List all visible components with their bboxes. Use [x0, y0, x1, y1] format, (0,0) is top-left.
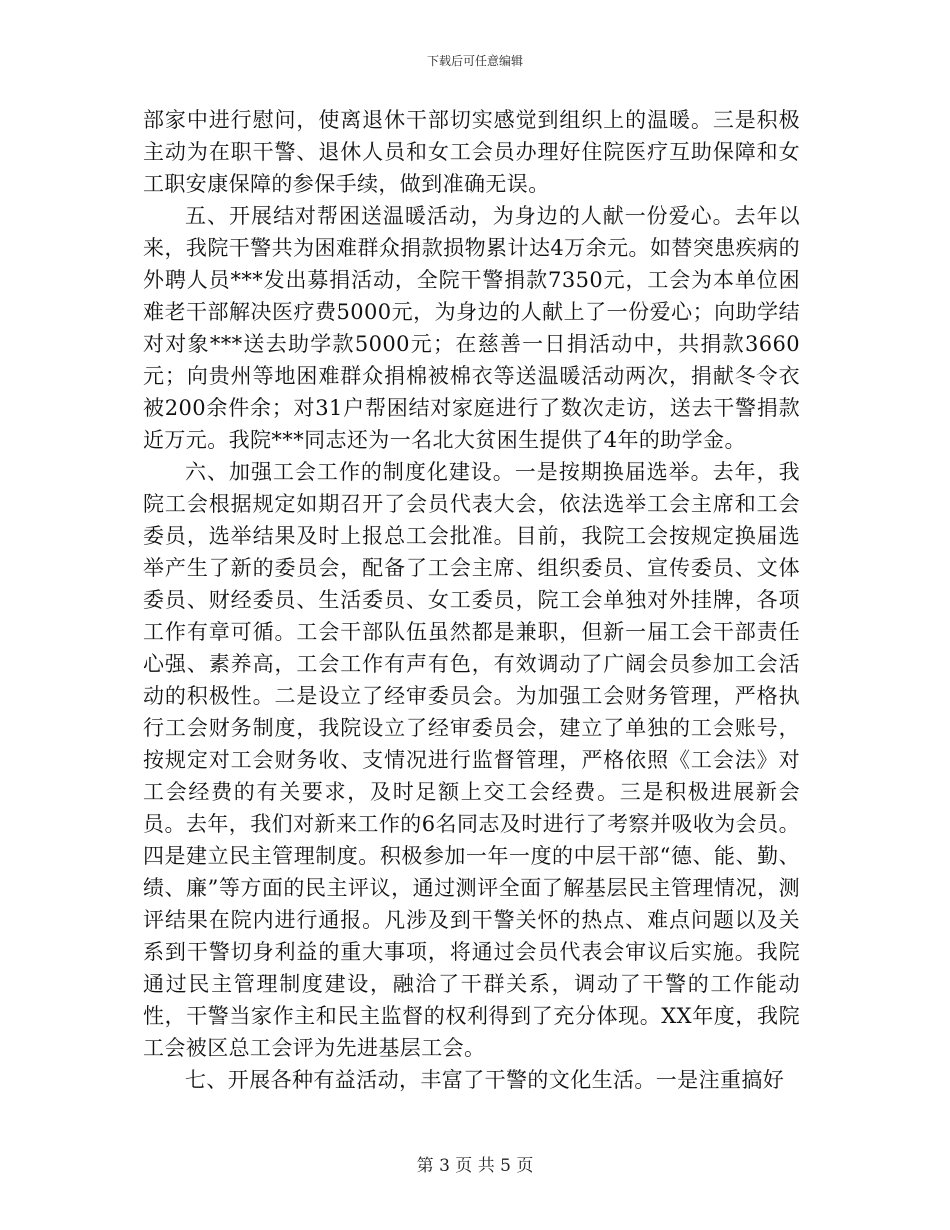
paragraph-section-5: 五、开展结对帮困送温暖活动，为身边的人献一份爱心。去年以来，我院干警共为困难群众捐款损物累计达4万余元。如替突患疾病的外聘人员***发出募捐活动，全院干警捐款7350元，工会为本单位困难老干部解决医疗费5000元，为身边的人献上了一份爱心；向助学结对对象***送去助学款5000元；在慈善一日捐活动中，共捐款3660元；向贵州等地困难群众捐棉被棉衣等送温暖活动两次，捐献冬令衣被200余件余；对31户帮困结对家庭进行了数次走访，送去干警捐款近万元。我院***同志还为一名北大贫困生提供了4年的助学金。 [143, 204, 800, 452]
document-body [143, 104, 800, 1096]
paragraph-section-6: 六、加强工会工作的制度化建设。一是按期换届选举。去年，我院工会根据规定如期召开了会员代表大会，依法选举工会主席和工会委员，选举结果及时上报总工会批准。目前，我院工会按规定换届选举产生了新的委员会，配备了工会主席、组织委员、宣传委员、文体委员、财经委员、生活委员、女工委员，院工会单独对外挂牌，各项工作有章可循。工会干部队伍虽然都是兼职，但新一届工会干部责任心强、素养高，工会工作有声有色，有效调动了广阔会员参加工会活动的积极性。二是设立了经审委员会。为加强工会财务管理，严格执行工会财务制度，我院设立了经审委员会，建立了单独的工会账号，按规定对工会财务收、支情况进行监督管理，严格依照《工会法》对工会经费的有关要求，及时足额上交工会经费。三是积极进展新会员。去年，我们对新来工作的6名同志及时进行了考察并吸收为会员。四是建立民主管理制度。积极参加一年一度的中层干部“德、能、勤、绩、廉”等方面的民主评议，通过测评全面了解基层民主管理情况，测评结果在院内进行通报。凡涉及到干警关怀的热点、难点问题以及关系到干警切身利益的重大事项，将通过会员代表会审议后实施。我院通过民主管理制度建设，融洽了干群关系，调动了干警的工作能动性，干警当家作主和民主监督的权利得到了充分体现。XX年度，我院工会被区总工会评为先进基层工会。 [143, 460, 800, 1060]
paragraph-continuation: 部家中进行慰问，使离退休干部切实感觉到组织上的温暖。三是积极主动为在职干警、退休人员和女工会员办理好住院医疗互助保障和女工职安康保障的参保手续，做到准确无误。 [143, 108, 800, 196]
page-footer: 第 3 页 共 5 页 [416, 1156, 534, 1176]
page-header: 下载后可任意编辑 [426, 54, 523, 68]
paragraph-section-7: 七、开展各种有益活动，丰富了干警的文化生活。一是注重搞好 [185, 1068, 785, 1092]
